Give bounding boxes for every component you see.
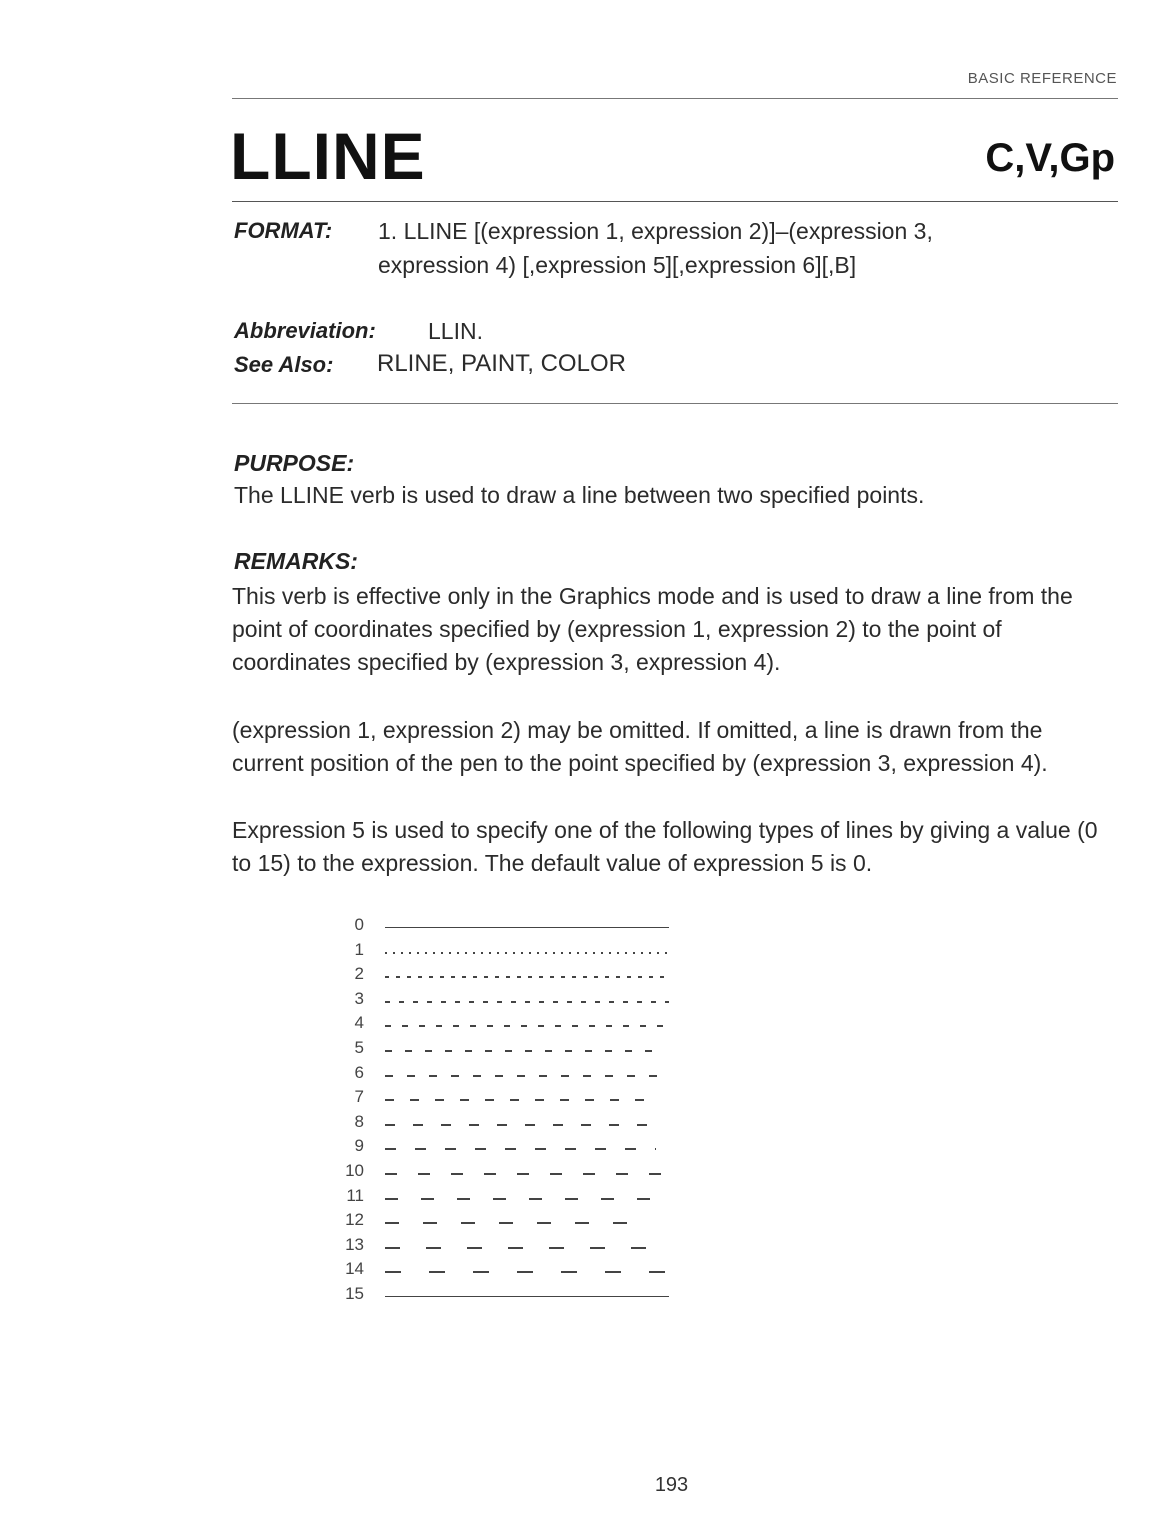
line-type-number: 3 — [354, 988, 364, 1008]
line-type-row — [330, 915, 680, 940]
line-type-sample — [385, 952, 669, 954]
page-title: LLINE — [230, 119, 426, 193]
line-type-row — [330, 1259, 680, 1284]
title-divider — [232, 201, 1118, 202]
line-type-number: 10 — [345, 1161, 364, 1180]
line-type-row — [330, 1013, 680, 1038]
line-type-row — [330, 964, 680, 989]
format-label: FORMAT: — [234, 218, 333, 243]
line-type-number: 11 — [346, 1185, 364, 1205]
line-type-number: 15 — [345, 1284, 364, 1303]
line-type-sample — [385, 976, 669, 978]
line-type-sample — [385, 927, 669, 928]
line-type-row — [330, 1161, 680, 1186]
line-type-row — [330, 940, 680, 965]
line-type-sample — [385, 1075, 670, 1077]
line-type-number: 1 — [354, 939, 364, 959]
line-type-sample — [385, 1025, 669, 1027]
line-type-number: 14 — [345, 1259, 364, 1279]
line-type-number: 5 — [354, 1038, 364, 1057]
line-type-row — [330, 1186, 680, 1211]
line-type-row — [330, 1112, 680, 1137]
format-line-1: 1. LLINE [(expression 1, expression 2)]–(expression 3, — [378, 218, 933, 244]
line-type-sample — [385, 1001, 669, 1003]
remarks-paragraph-2: (expression 1, expression 2) may be omitted. If omitted, a line is drawn from the current position of the pen to the point specified by (expression 3, expression 4). — [232, 717, 1048, 776]
line-type-row — [330, 1063, 680, 1088]
purpose-text: The LLINE verb is used to draw a line between two specified points. — [234, 482, 925, 508]
line-type-number: 12 — [345, 1210, 364, 1230]
line-type-row — [330, 1235, 680, 1260]
purpose-label: PURPOSE: — [234, 450, 355, 476]
see-also-value: RLINE, PAINT, COLOR — [377, 350, 626, 377]
header-divider — [232, 98, 1118, 99]
line-type-row — [330, 1038, 680, 1063]
line-type-sample — [385, 1271, 667, 1273]
modes-label: C,V,Gp — [985, 136, 1115, 180]
remarks-label: REMARKS: — [234, 548, 358, 574]
line-type-row — [330, 1210, 680, 1235]
page-number: 193 — [654, 1474, 689, 1496]
line-type-sample — [385, 1099, 656, 1101]
line-type-sample — [385, 1173, 669, 1175]
line-types-list — [330, 915, 680, 1310]
section-divider — [232, 403, 1118, 404]
line-type-row — [330, 1087, 680, 1112]
remarks-paragraph-3: Expression 5 is used to specify one of the following types of lines by giving a value (0 to 15) to the expression. The default value of expression 5 is 0. — [232, 817, 1098, 876]
line-type-row — [330, 989, 680, 1014]
line-type-number: 8 — [354, 1111, 364, 1131]
line-type-sample — [385, 1222, 648, 1224]
line-type-number: 4 — [354, 1013, 364, 1033]
see-also-label: See Also: — [234, 352, 334, 377]
line-type-sample — [385, 1247, 669, 1249]
line-type-sample — [385, 1198, 669, 1200]
line-type-sample — [385, 1296, 669, 1297]
abbreviation-label: Abbreviation: — [234, 318, 376, 343]
abbreviation-value: LLIN. — [428, 318, 483, 344]
line-type-sample — [385, 1050, 656, 1052]
line-type-number: 9 — [354, 1136, 364, 1156]
remarks-paragraph-1: This verb is effective only in the Graphics mode and is used to draw a line from the point of coordinates specified by (expression 1, expression 2) to the point of coordinates specified by (expression 3, expression 4). — [232, 583, 1073, 675]
format-line-2: expression 4) [,expression 5][,expression 6][,B] — [378, 252, 857, 278]
line-type-row — [330, 1136, 680, 1161]
line-type-sample — [385, 1148, 656, 1150]
line-type-number: 13 — [345, 1234, 364, 1254]
section-header-label: BASIC REFERENCE — [967, 70, 1117, 87]
line-type-number: 6 — [354, 1062, 364, 1082]
line-type-number: 7 — [354, 1087, 364, 1107]
line-type-sample — [385, 1124, 660, 1126]
line-type-number: 2 — [354, 964, 364, 984]
line-type-row — [330, 1284, 680, 1309]
line-type-number: 0 — [354, 915, 364, 934]
